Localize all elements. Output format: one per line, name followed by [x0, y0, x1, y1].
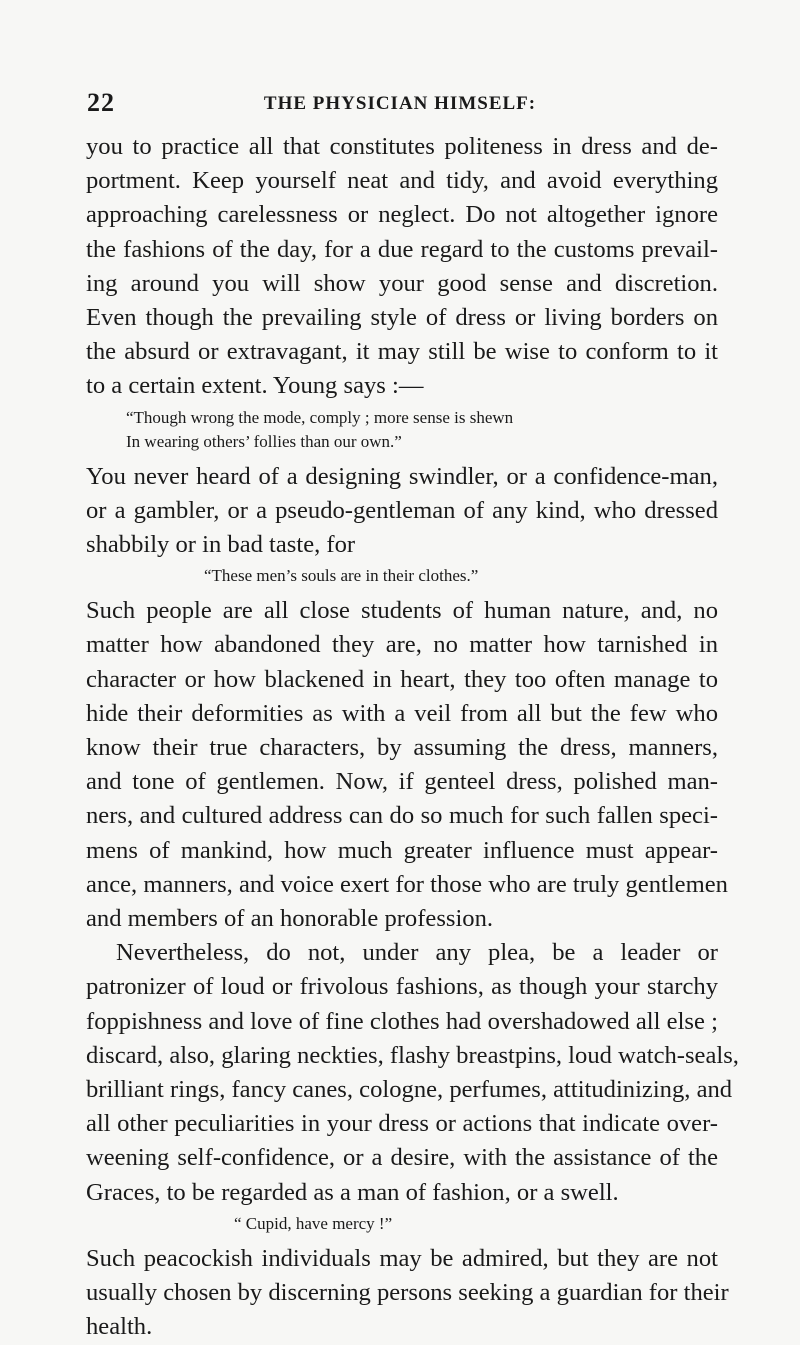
text-line: Nevertheless, do not, under any plea, be a leader or [116, 939, 718, 967]
text-line: Even though the prevailing style of dress or living borders on [86, 304, 718, 332]
quotation-cupid: “ Cupid, have mercy !” [234, 1213, 393, 1233]
paragraph-continuation [86, 130, 718, 404]
text-line: mens of mankind, how much greater influence must appear- [86, 836, 718, 864]
text-line: brilliant rings, fancy canes, cologne, perfumes, attitudinizing, and [86, 1076, 733, 1104]
body-text [86, 130, 739, 1345]
text-line: Such peacockish individuals may be admired, but they are not [86, 1244, 718, 1272]
text-line: health. [86, 1313, 153, 1341]
text-line: and members of an honorable profession. [86, 905, 494, 933]
text-line: shabbily or in bad taste, for [86, 531, 356, 559]
text-line: to a certain extent. Young says :— [86, 372, 424, 400]
text-line: ners, and cultured address can do so much for such fallen speci- [86, 802, 718, 830]
text-line: know their true characters, by assuming the dress, manners, [86, 734, 718, 762]
text-line: character or how blackened in heart, they too often manage to [86, 665, 718, 693]
paragraph-human-nature [86, 594, 728, 936]
text-line: or a gambler, or a pseudo-gentleman of any kind, who dressed [86, 496, 718, 524]
text-line: foppishness and love of fine clothes had overshadowed all else ; [86, 1007, 718, 1035]
text-line: discard, also, glaring neckties, flashy breastpins, loud watch-seals, [86, 1041, 739, 1069]
text-line: You never heard of a designing swindler, or a confidence-man, [86, 462, 718, 490]
paragraph-nevertheless [86, 936, 739, 1210]
text-line: matter how abandoned they are, no matter how tarnished in [86, 631, 718, 659]
text-line: you to practice all that constitutes politeness in dress and de- [86, 133, 718, 160]
text-line: ance, manners, and voice exert for those who are truly gentlemen [86, 870, 728, 898]
text-line: weening self-confidence, or a desire, with the assistance of the [86, 1144, 718, 1172]
text-line: approaching carelessness or neglect. Do not altogether ignore [86, 201, 718, 229]
text-line: Such people are all close students of human nature, and, no [86, 597, 718, 625]
quotation-young [86, 406, 718, 454]
paragraph-peacockish [86, 1242, 729, 1345]
running-head: THE PHYSICIAN HIMSELF: [263, 93, 537, 114]
paragraph-swindler [86, 460, 718, 563]
text-line: ing around you will show your good sense and discretion. [86, 269, 718, 297]
text-line: the fashions of the day, for a due regard to the customs prevail- [86, 235, 718, 263]
text-line: hide their deformities as with a veil from all but the few who [86, 699, 718, 727]
quotation-clothes: “These men’s souls are in their clothes.” [204, 566, 479, 586]
text-line: portment. Keep yourself neat and tidy, and avoid everything [86, 167, 718, 195]
text-line: the absurd or extravagant, it may still be wise to conform to it [86, 338, 718, 366]
text-line: and tone of gentlemen. Now, if genteel dress, polished man- [86, 768, 718, 796]
text-line: usually chosen by discerning persons seeking a guardian for their [86, 1279, 729, 1307]
text-line: all other peculiarities in your dress or actions that indicate over- [86, 1110, 718, 1138]
quote-line: In wearing others’ follies than our own.” [126, 431, 402, 451]
page-number: 22 [87, 88, 115, 117]
text-line: patronizer of loud or frivolous fashions, as though your starchy [86, 973, 718, 1001]
quote-line: “Though wrong the mode, comply ; more sense is shewn [126, 407, 514, 427]
text-line: Graces, to be regarded as a man of fashion, or a swell. [86, 1178, 619, 1206]
